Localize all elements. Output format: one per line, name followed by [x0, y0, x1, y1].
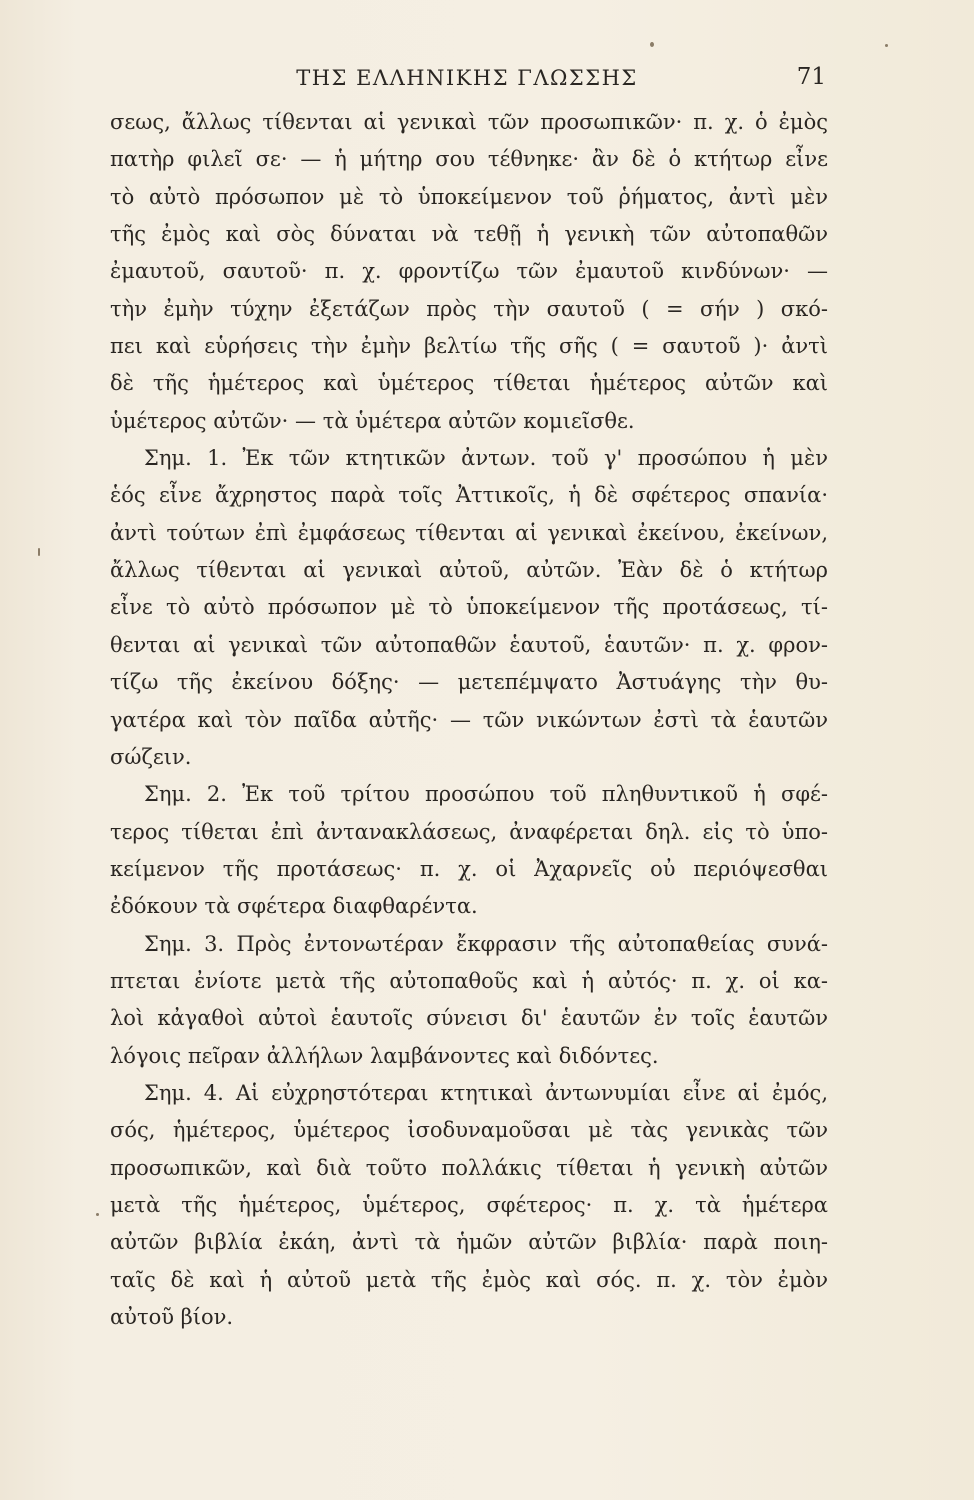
note-3-start: Σημ. 3. Πρὸς ἐντονωτέραν ἔκφρασιν τῆς αὐτοπαθείας συνά- [144, 931, 828, 956]
text-line: ἄλλως τίθενται αἱ γενικαὶ αὐτοῦ, αὐτῶν. Ἐὰν δὲ ὁ κτήτωρ [110, 558, 828, 583]
text-line: πτεται ἐνίοτε μετὰ τῆς αὐτοπαθοῦς καὶ ἡ αὐτός· π. χ. οἱ κα- [110, 968, 828, 993]
page-number: 71 [796, 64, 826, 90]
body-text [110, 104, 828, 1336]
text-line: τὴν ἐμὴν τύχην ἐξετάζων πρὸς τὴν σαυτοῦ ( = σήν ) σκό- [110, 296, 828, 321]
text-line: πατὴρ φιλεῖ σε· — ἡ μήτηρ σου τέθνηκε· ἂν δὲ ὁ κτήτωρ εἶνε [110, 147, 828, 172]
text-line: ἀντὶ τούτων ἐπὶ ἐμφάσεως τίθενται αἱ γενικαὶ ἐκείνου, ἐκείνων, [110, 520, 828, 545]
text-line: σεως, ἄλλως τίθενται αἱ γενικαὶ τῶν προσωπικῶν· π. χ. ὁ ἐμὸς [110, 110, 828, 134]
text-line: ἐδόκουν τὰ σφέτερα διαφθαρέντα. [110, 894, 478, 919]
text-line: πει καὶ εὑρήσεις τὴν ἐμὴν βελτίω τῆς σῆς ( = σαυτοῦ )· ἀντὶ [110, 334, 828, 359]
text-line: γατέρα καὶ τὸν παῖδα αὐτῆς· — τῶν νικώντων ἐστὶ τὰ ἑαυτῶν [110, 707, 828, 732]
text-line: ἐμαυτοῦ, σαυτοῦ· π. χ. φροντίζω τῶν ἐμαυτοῦ κινδύνων· — [110, 259, 828, 284]
text-line: λόγοις πεῖραν ἀλλήλων λαμβάνοντες καὶ διδόντες. [110, 1043, 659, 1068]
text-line: σώζειν. [110, 744, 192, 769]
text-line: τὸ αὐτὸ πρόσωπον μὲ τὸ ὑποκείμενον τοῦ ῥήματος, ἀντὶ μὲν [110, 184, 828, 209]
ink-speck-lower-left [96, 1213, 99, 1216]
text-line: προσωπικῶν, καὶ διὰ τοῦτο πολλάκις τίθεται ἡ γενικὴ αὐτῶν [110, 1155, 828, 1180]
text-line: λοὶ κἀγαθοὶ αὐτοὶ ἑαυτοῖς σύνεισι δι' ἑαυτῶν ἐν τοῖς ἑαυτῶν [110, 1006, 828, 1031]
text-line: τερος τίθεται ἐπὶ ἀντανακλάσεως, ἀναφέρεται δηλ. εἰς τὸ ὑπο- [110, 819, 828, 844]
note-2-start: Σημ. 2. Ἐκ τοῦ τρίτου προσώπου τοῦ πληθυντικοῦ ἡ σφέ- [144, 782, 828, 807]
text-line: μετὰ τῆς ἡμέτερος, ὑμέτερος, σφέτερος· π. χ. τὰ ἡμέτερα [110, 1192, 828, 1217]
text-line: κείμενον τῆς προτάσεως· π. χ. οἱ Ἀχαρνεῖς οὐ περιόψεσθαι [110, 856, 828, 881]
text-line: δὲ τῆς ἡμέτερος καὶ ὑμέτερος τίθεται ἡμέτερος αὐτῶν καὶ [110, 371, 828, 396]
ink-speck-left-margin [38, 548, 40, 556]
text-line: εἶνε τὸ αὐτὸ πρόσωπον μὲ τὸ ὑποκείμενον τῆς προτάσεως, τί- [110, 595, 828, 620]
text-line: τίζω τῆς ἐκείνου δόξης· — μετεπέμψατο Ἀστυάγης τὴν θυ- [110, 670, 828, 695]
text-line: σός, ἡμέτερος, ὑμέτερος ἰσοδυναμοῦσαι μὲ τὰς γενικὰς τῶν [110, 1118, 828, 1143]
text-line: θενται αἱ γενικαὶ τῶν αὐτοπαθῶν ἑαυτοῦ, ἑαυτῶν· π. χ. φρον- [110, 632, 828, 657]
page-header [108, 64, 826, 96]
text-line: αὐτοῦ βίον. [110, 1305, 234, 1329]
ink-speck-top [650, 42, 654, 47]
running-title: ΤΗΣ ΕΛΛΗΝΙΚΗΣ ΓΛΩΣΣΗΣ [296, 66, 638, 90]
text-line: αὐτῶν βιβλία ἐκάη, ἀντὶ τὰ ἡμῶν αὐτῶν βιβλία· παρὰ ποιη- [110, 1230, 828, 1255]
text-line: ταῖς δὲ καὶ ἡ αὐτοῦ μετὰ τῆς ἐμὸς καὶ σός. π. χ. τὸν ἐμὸν [110, 1267, 828, 1292]
note-1-start: Σημ. 1. Ἐκ τῶν κτητικῶν ἀντων. τοῦ γ' προσώπου ἡ μὲν [144, 446, 828, 471]
text-line: ἑός εἶνε ἄχρηστος παρὰ τοῖς Ἀττικοῖς, ἡ δὲ σφέτερος σπανία· [110, 483, 828, 508]
text-line: ὑμέτερος αὐτῶν· — τὰ ὑμέτερα αὐτῶν κομιεῖσθε. [110, 408, 635, 433]
note-4-start: Σημ. 4. Αἱ εὐχρηστότεραι κτητικαὶ ἀντωνυμίαι εἶνε αἱ ἐμός, [144, 1080, 828, 1105]
ink-speck-top-right [885, 44, 888, 47]
text-line: τῆς ἐμὸς καὶ σὸς δύναται νὰ τεθῇ ἡ γενικὴ τῶν αὐτοπαθῶν [110, 222, 828, 247]
